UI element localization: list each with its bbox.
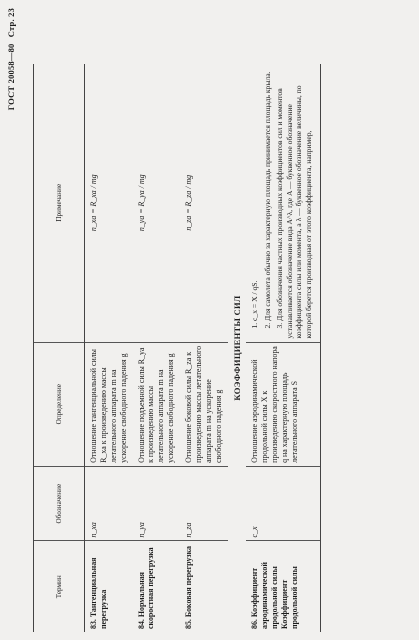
term-number: 83. bbox=[89, 619, 98, 629]
page-number: Стр. 23 bbox=[6, 8, 16, 38]
note-item: 2. Для самолета обычно за характерную площадь принимается площадь крыла. bbox=[262, 71, 272, 329]
definition-cell: Отношение тангенциальной силы R_xa к произведению массы летательного аппарата m на ускорение свободного падения g bbox=[85, 342, 133, 466]
terms-table bbox=[33, 64, 321, 632]
table-row bbox=[85, 64, 133, 632]
term-number: 86. bbox=[250, 619, 260, 629]
term-number: 84. bbox=[136, 619, 146, 629]
term-synonym: Коэффициент продольной силы bbox=[279, 566, 299, 629]
note-item: 1. c_x = X / qS. bbox=[250, 280, 260, 329]
note-item: 3. Для обозначения частных производных коэффициентов сил и моментов устанавливается обозначение вида A^λ, где A — буквенное обозначение коэффициента силы или момента, а λ — буквенное обозначение величины, по которой берется производная от этого коэффициента, например, bbox=[275, 85, 313, 339]
definition-cell: Отношение аэродинамической продольной силы X к произведению скоростного напора q на характерную площадь летательного аппарата S bbox=[246, 342, 320, 466]
formula-cell: n_ya = R_ya / mg bbox=[133, 64, 181, 342]
col-symbol: Обозначение bbox=[34, 466, 85, 541]
standard-number: ГОСТ 20058—80 bbox=[6, 43, 16, 111]
col-definition: Определение bbox=[34, 342, 85, 466]
term-name: Боковая перегрузка bbox=[184, 546, 193, 618]
symbol-cell: n_za bbox=[180, 466, 228, 541]
note-cell bbox=[246, 64, 320, 342]
formula-cell: n_xa = R_xa / mg bbox=[85, 64, 133, 342]
col-note: Примечание bbox=[34, 64, 85, 342]
term-name: Тангенциальная перегрузка bbox=[89, 557, 108, 629]
formula-cell: n_za = R_za / mg bbox=[180, 64, 228, 342]
term-name: Нормальная скоростная перегрузка bbox=[136, 547, 156, 629]
section-title: КОЭФФИЦИЕНТЫ СИЛ bbox=[231, 295, 242, 401]
table-header-row bbox=[34, 64, 85, 632]
term-number: 85. bbox=[184, 619, 193, 629]
definition-cell: Отношение подъемной силы R_ya к произведению массы летательного аппарата m на ускорение свободного падения g bbox=[133, 342, 181, 466]
table-row bbox=[133, 64, 181, 632]
section-row bbox=[228, 64, 247, 632]
symbol-cell: c_x bbox=[246, 466, 320, 541]
symbol-cell: n_xa bbox=[85, 466, 133, 541]
col-term: Термин bbox=[34, 541, 85, 632]
table-row bbox=[246, 64, 320, 632]
definition-cell: Отношение боковой силы R_za к произведению массы летательного аппарата m на ускорение свободного падения g bbox=[180, 342, 228, 466]
page-header bbox=[6, 8, 16, 110]
symbol-cell: n_ya bbox=[133, 466, 181, 541]
term-name: Коэффициент аэродинамической продольной силы bbox=[250, 562, 279, 629]
table-row bbox=[180, 64, 228, 632]
